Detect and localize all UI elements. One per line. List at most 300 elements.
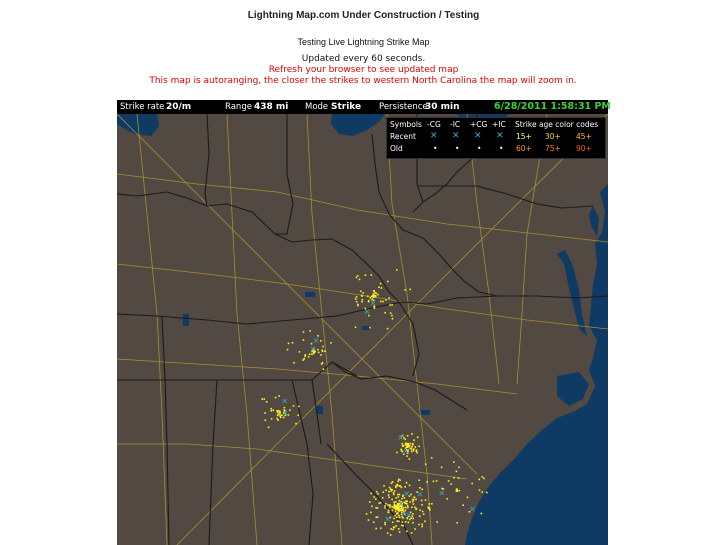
strike-dot	[459, 490, 461, 492]
strike-dot	[441, 467, 443, 469]
strike-dot	[448, 480, 450, 482]
strike-dot	[388, 510, 390, 512]
strike-dot	[389, 506, 391, 508]
strike-dot	[450, 483, 452, 485]
legend-recent-cg-neg-icon: ✕	[430, 131, 438, 141]
strike-dot	[320, 354, 322, 356]
strike-dot	[303, 339, 305, 341]
strike-dot	[413, 439, 415, 441]
strike-dot	[371, 274, 373, 276]
strike-dot	[419, 487, 421, 489]
strike-dot	[483, 478, 485, 480]
strike-dot	[422, 511, 424, 513]
strike-dot	[421, 504, 423, 506]
map-title: Testing Live Lightning Strike Map	[297, 37, 430, 47]
strike-dot	[391, 499, 393, 501]
strike-dot	[321, 363, 323, 365]
strike-dot	[399, 531, 401, 533]
strike-recent-marker: ✕	[403, 489, 410, 499]
strike-dot	[411, 433, 413, 435]
strike-dot	[421, 500, 423, 502]
strike-dot	[394, 490, 396, 492]
strike-dot	[385, 489, 387, 491]
strike-dot	[398, 496, 400, 498]
strike-dot	[429, 503, 431, 505]
strike-dot	[377, 507, 379, 509]
strike-dot	[369, 501, 371, 503]
strike-dot	[409, 458, 411, 460]
strike-dot	[322, 351, 324, 353]
legend-col-cg-neg: -CG	[427, 120, 441, 129]
strike-dot	[411, 451, 413, 453]
legend-symbols-label: Symbols	[390, 120, 422, 129]
strike-dot	[384, 507, 386, 509]
strike-dot	[412, 501, 414, 503]
legend-recent-label: Recent	[390, 132, 416, 141]
strike-dot	[395, 506, 397, 508]
strike-recent-marker: ✕	[312, 336, 320, 346]
strike-dot	[261, 398, 263, 400]
strike-dot	[387, 504, 389, 506]
strike-dot	[293, 362, 295, 364]
strike-dot	[367, 295, 369, 297]
strike-dot	[418, 479, 420, 481]
strike-dot	[436, 521, 438, 523]
strike-dot	[408, 522, 410, 524]
strike-dot	[304, 356, 306, 358]
strike-dot	[389, 487, 391, 489]
strike-recent-marker: ✕	[397, 433, 404, 443]
strike-dot	[399, 479, 401, 481]
strike-dot	[271, 410, 273, 412]
strike-dot	[390, 528, 392, 530]
strike-dot	[394, 527, 396, 529]
lake-norris	[362, 326, 370, 330]
legend-recent-ic-pos-icon: ✕	[496, 131, 504, 141]
strike-dot	[458, 467, 460, 469]
strike-dot	[376, 491, 378, 493]
strike-dot	[388, 511, 390, 513]
legend-age-45: 45+	[576, 132, 592, 141]
strike-dot	[388, 497, 390, 499]
strike-dot	[278, 395, 280, 397]
strike-dot	[413, 448, 415, 450]
strike-dot	[404, 486, 406, 488]
strike-dot	[360, 291, 362, 293]
strike-dot	[482, 476, 484, 478]
mode-value: Strike	[331, 102, 362, 112]
strike-dot	[429, 509, 431, 511]
strike-dot	[396, 452, 398, 454]
strike-dot	[292, 342, 294, 344]
strike-dot	[481, 513, 483, 515]
strike-dot	[392, 529, 394, 531]
strike-dot	[431, 503, 433, 505]
strike-dot	[410, 448, 412, 450]
strike-dot	[271, 418, 273, 420]
legend-col-ic-neg: -IC	[450, 120, 461, 129]
strike-dot	[395, 485, 397, 487]
strike-dot	[395, 501, 397, 503]
strike-dot	[391, 304, 393, 306]
strike-dot	[277, 419, 279, 421]
strike-recent-marker: ✕	[369, 298, 377, 308]
strike-dot	[303, 331, 305, 333]
strike-dot	[387, 532, 389, 534]
strike-dot	[433, 481, 435, 483]
site-title: Lightning Map.com Under Construction / Testing	[247, 10, 480, 21]
strike-dot	[467, 497, 469, 499]
strike-dot	[399, 494, 401, 496]
strike-dot	[380, 301, 382, 303]
strike-dot	[393, 494, 395, 496]
strike-dot	[371, 506, 373, 508]
strike-dot	[356, 277, 358, 279]
strike-dot	[412, 513, 414, 515]
strike-dot	[289, 409, 291, 411]
strike-dot	[376, 517, 378, 519]
strike-recent-marker: ✕	[400, 508, 408, 518]
legend-age-75: 75+	[545, 144, 561, 153]
strike-dot	[362, 292, 364, 294]
strike-dot	[406, 531, 408, 533]
strike-dot	[412, 518, 414, 520]
strike-dot	[405, 439, 407, 441]
strike-dot	[264, 398, 266, 400]
persistence-label: Persistence	[379, 102, 428, 112]
strike-dot	[401, 487, 403, 489]
strike-dot	[426, 481, 428, 483]
strike-dot	[384, 312, 386, 314]
strike-dot	[356, 301, 358, 303]
strike-dot	[277, 415, 279, 417]
strike-dot	[279, 414, 281, 416]
strike-dot	[389, 505, 391, 507]
strike-dot	[393, 492, 395, 494]
strike-dot	[373, 521, 375, 523]
strike-dot	[401, 443, 403, 445]
strike-dot	[406, 482, 408, 484]
strike-dot	[405, 502, 407, 504]
strike-dot	[393, 518, 395, 520]
strike-dot	[380, 527, 382, 529]
strike-dot	[415, 509, 417, 511]
legend-col-cg-pos: +CG	[470, 120, 488, 129]
legend-old-cg-pos-icon: •	[477, 144, 482, 153]
strike-dot	[362, 299, 364, 301]
strike-dot	[390, 312, 392, 314]
strike-dot	[385, 299, 387, 301]
strike-recent-marker: ✕	[438, 489, 446, 499]
strike-dot	[421, 524, 423, 526]
strike-dot	[377, 493, 379, 495]
persistence-value: 30 min	[425, 102, 460, 112]
strike-dot	[375, 528, 377, 530]
strike-dot	[417, 437, 419, 439]
strike-rate-label: Strike rate	[120, 102, 165, 112]
strike-dot	[368, 519, 370, 521]
strike-dot	[407, 507, 409, 509]
strike-dot	[479, 489, 481, 491]
strike-dot	[409, 485, 411, 487]
strike-dot	[421, 526, 423, 528]
strike-recent-marker: ✕	[363, 307, 371, 317]
strike-dot	[393, 501, 395, 503]
strike-dot	[456, 489, 458, 491]
strike-dot	[398, 521, 400, 523]
strike-dot	[270, 408, 272, 410]
legend-old-ic-neg-icon: •	[455, 144, 460, 153]
strike-dot	[405, 500, 407, 502]
strike-dot	[287, 349, 289, 351]
strike-dot	[412, 444, 414, 446]
strike-dot	[410, 443, 412, 445]
strike-dot	[391, 482, 393, 484]
strike-dot	[428, 508, 430, 510]
strike-dot	[406, 445, 408, 447]
strike-dot	[295, 423, 297, 425]
strike-dot	[411, 446, 413, 448]
strike-dot	[456, 522, 458, 524]
lightning-map[interactable]	[117, 114, 608, 545]
strike-dot	[395, 497, 397, 499]
strike-dot	[365, 274, 367, 276]
strike-dot	[384, 505, 386, 507]
strike-recent-marker: ✕	[309, 344, 317, 354]
strike-dot	[392, 510, 394, 512]
strike-dot	[357, 305, 359, 307]
strike-dot	[389, 304, 391, 306]
strike-recent-marker: ✕	[398, 499, 405, 509]
strike-dot	[392, 481, 394, 483]
strike-dot	[416, 452, 418, 454]
strike-dot	[323, 368, 325, 370]
strike-dot	[391, 489, 393, 491]
strike-rate-value: 20/m	[166, 102, 192, 112]
strike-dot	[411, 507, 413, 509]
strike-dot	[414, 528, 416, 530]
strike-recent-marker: ✕	[384, 514, 392, 524]
strike-dot	[394, 504, 396, 506]
strike-dot	[308, 356, 310, 358]
lake-cumberland	[305, 292, 315, 297]
strike-dot	[458, 477, 460, 479]
strike-dot	[409, 501, 411, 503]
strike-dot	[401, 525, 403, 527]
strike-dot	[453, 461, 455, 463]
strike-dot	[299, 351, 301, 353]
strike-dot	[405, 521, 407, 523]
strike-dot	[396, 517, 398, 519]
strike-dot	[369, 327, 371, 329]
strike-dot	[424, 521, 426, 523]
legend-age-30: 30+	[545, 132, 561, 141]
strike-dot	[355, 327, 357, 329]
strike-dot	[268, 427, 270, 429]
strike-recent-marker: ✕	[416, 490, 424, 500]
strike-dot	[456, 490, 458, 492]
strike-dot	[387, 281, 389, 283]
strike-dot	[405, 444, 407, 446]
strike-dot	[447, 498, 449, 500]
strike-dot	[423, 513, 425, 515]
strike-dot	[479, 479, 481, 481]
strike-dot	[264, 412, 266, 414]
strike-dot	[471, 483, 473, 485]
strike-dot	[359, 279, 361, 281]
legend-old-cg-neg-icon: •	[433, 144, 438, 153]
strike-dot	[396, 520, 398, 522]
strike-dot	[375, 498, 377, 500]
strike-dot	[380, 283, 382, 285]
strike-dot	[305, 354, 307, 356]
strike-dot	[436, 480, 438, 482]
strike-dot	[288, 343, 290, 345]
strike-dot	[410, 494, 412, 496]
strike-dot	[419, 515, 421, 517]
strike-dot	[277, 411, 279, 413]
strike-dot	[361, 295, 363, 297]
strike-dot	[330, 342, 332, 344]
strike-dot	[392, 318, 394, 320]
strike-dot	[370, 512, 372, 514]
strike-dot	[419, 509, 421, 511]
strike-dot	[412, 522, 414, 524]
strike-dot	[395, 511, 397, 513]
strike-dot	[324, 350, 326, 352]
strike-dot	[311, 354, 313, 356]
strike-recent-marker: ✕	[281, 408, 289, 418]
status-bar	[117, 100, 611, 114]
legend-recent-cg-pos-icon: ✕	[474, 131, 482, 141]
strike-dot	[398, 515, 400, 517]
strike-dot	[373, 496, 375, 498]
strike-dot	[375, 507, 377, 509]
strike-dot	[411, 532, 413, 534]
strike-dot	[279, 412, 281, 414]
strike-dot	[398, 528, 400, 530]
strike-recent-marker: ✕	[402, 447, 410, 457]
strike-dot	[406, 442, 408, 444]
strike-dot	[273, 409, 275, 411]
strike-dot	[391, 315, 393, 317]
strike-dot	[413, 499, 415, 501]
strike-dot	[486, 492, 488, 494]
strike-dot	[383, 491, 385, 493]
strike-dot	[453, 477, 455, 479]
strike-dot	[309, 353, 311, 355]
strike-dot	[357, 275, 359, 277]
strike-dot	[293, 405, 295, 407]
strike-dot	[394, 515, 396, 517]
strike-dot	[391, 506, 393, 508]
refresh-message: Refresh your browser to see updated map	[268, 65, 459, 75]
strike-dot	[374, 292, 376, 294]
status-datetime: 6/28/2011 1:58:31 PM	[494, 101, 611, 112]
strike-dot	[400, 449, 402, 451]
strike-dot	[399, 485, 401, 487]
lake-kentucky	[183, 314, 189, 326]
strike-dot	[379, 502, 381, 504]
strike-dot	[456, 471, 458, 473]
strike-dot	[388, 494, 390, 496]
strike-dot	[397, 494, 399, 496]
strike-dot	[384, 524, 386, 526]
strike-dot	[377, 294, 379, 296]
mode-label: Mode	[305, 102, 329, 112]
legend-age-60: 60+	[516, 144, 532, 153]
strike-dot	[418, 446, 420, 448]
strike-recent-marker: ✕	[469, 504, 476, 514]
strike-dot	[409, 289, 411, 291]
strike-dot	[390, 488, 392, 490]
strike-dot	[388, 297, 390, 299]
strike-dot	[381, 287, 383, 289]
autorange-message: This map is autoranging, the closer the strikes to western North Carolina the map will zoom in.	[149, 76, 577, 86]
strike-dot	[382, 497, 384, 499]
legend-old-ic-pos-icon: •	[499, 144, 504, 153]
strike-dot	[320, 340, 322, 342]
strike-dot	[370, 493, 372, 495]
update-interval-message: Updated every 60 seconds.	[301, 54, 426, 64]
map-canvas[interactable]	[117, 114, 608, 545]
strike-dot	[403, 445, 405, 447]
strike-dot	[372, 295, 374, 297]
strike-dot	[414, 497, 416, 499]
range-value: 438 mi	[254, 102, 289, 112]
strike-dot	[397, 512, 399, 514]
strike-dot	[297, 415, 299, 417]
strike-dot	[481, 491, 483, 493]
strike-dot	[366, 513, 368, 515]
strike-dot	[413, 503, 415, 505]
legend-age-header: Strike age color codes	[515, 120, 599, 129]
strike-dot	[388, 491, 390, 493]
strike-dot	[322, 346, 324, 348]
legend-age-90: 90+	[576, 144, 592, 153]
legend-col-ic-pos: +IC	[492, 120, 506, 129]
strike-dot	[375, 295, 377, 297]
strike-dot	[392, 522, 394, 524]
strike-dot	[408, 443, 410, 445]
strike-dot	[396, 269, 398, 271]
strike-dot	[418, 524, 420, 526]
strike-dot	[318, 352, 320, 354]
lake-marion	[420, 410, 430, 415]
lake-lanier	[317, 406, 323, 414]
strike-dot	[431, 457, 433, 459]
strike-dot	[397, 481, 399, 483]
strike-dot	[395, 487, 397, 489]
strike-recent-marker: ✕	[281, 396, 288, 406]
strike-dot	[361, 301, 363, 303]
strike-legend	[386, 117, 606, 159]
strike-dot	[355, 298, 357, 300]
legend-old-label: Old	[390, 144, 403, 153]
strike-dot	[298, 406, 300, 408]
strike-dot	[317, 349, 319, 351]
strike-dot	[385, 503, 387, 505]
strike-dot	[462, 504, 464, 506]
strike-dot	[425, 499, 427, 501]
strike-dot	[414, 507, 416, 509]
strike-dot	[404, 289, 406, 291]
strike-dot	[380, 502, 382, 504]
strike-dot	[266, 401, 268, 403]
strike-dot	[394, 508, 396, 510]
strike-dot	[407, 505, 409, 507]
strike-dot	[276, 418, 278, 420]
